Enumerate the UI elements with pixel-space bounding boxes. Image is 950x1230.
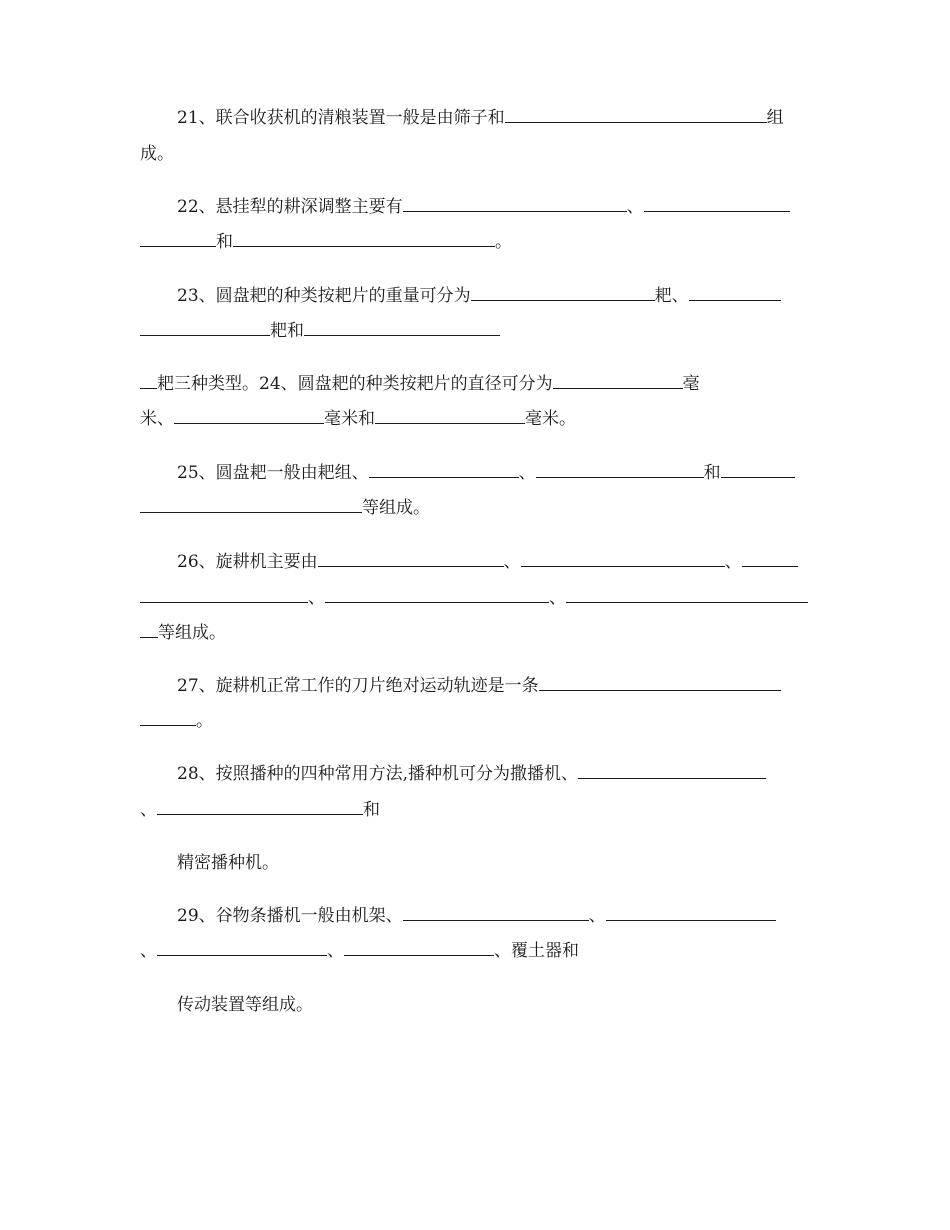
question-29-line-1 — [177, 905, 776, 927]
answer-blank — [403, 200, 627, 212]
answer-blank — [375, 412, 525, 424]
answer-blank — [140, 324, 270, 336]
question-24-text: 耙三种类型。24、圆盘耙的种类按耙片的直径可分为 — [157, 374, 553, 394]
answer-blank — [742, 555, 798, 567]
question-24-line-1 — [140, 373, 700, 395]
question-28-text: 、 — [140, 800, 157, 820]
answer-blank — [140, 714, 196, 726]
question-26-text: 、 — [549, 588, 566, 608]
answer-blank — [566, 591, 808, 603]
answer-blank — [157, 944, 327, 956]
question-27-line-2 — [140, 710, 213, 732]
answer-blank — [325, 591, 549, 603]
answer-blank — [140, 235, 216, 247]
question-21-text: 成。 — [140, 144, 174, 164]
answer-blank — [318, 555, 504, 567]
answer-blank — [689, 289, 781, 301]
question-24-line-2 — [140, 408, 576, 430]
question-23-text: 23、圆盘耙的种类按耙片的重量可分为 — [177, 286, 471, 306]
question-22-text: 。 — [495, 232, 512, 252]
question-22-line-1 — [177, 196, 790, 218]
answer-blank — [539, 679, 781, 691]
answer-blank — [140, 591, 308, 603]
question-22-text: 22、悬挂犁的耕深调整主要有 — [177, 197, 403, 217]
question-28-line-2 — [140, 799, 380, 821]
question-23-text: 耙、 — [654, 286, 689, 306]
question-21-text: 21、联合收获机的清粮装置一般是由筛子和 — [177, 108, 505, 128]
question-26-line-1 — [177, 551, 798, 573]
answer-blank — [140, 626, 158, 638]
question-26-line-2 — [140, 587, 808, 609]
question-24-text: 毫米。 — [525, 409, 576, 429]
question-28-line-1 — [177, 763, 766, 785]
question-25-line-2 — [140, 497, 430, 519]
answer-blank — [403, 909, 589, 921]
question-28-text: 28、按照播种的四种常用方法,播种机可分为撒播机、 — [177, 764, 579, 784]
question-27-text: 。 — [196, 711, 213, 731]
question-29-line-3 — [177, 994, 313, 1016]
question-24-text: 毫 — [682, 374, 700, 394]
answer-blank — [140, 501, 362, 513]
question-26-text: 、 — [308, 588, 325, 608]
question-28-text: 精密播种机。 — [177, 853, 279, 873]
answer-blank — [471, 289, 655, 301]
answer-blank — [606, 909, 776, 921]
answer-blank — [174, 412, 324, 424]
question-26-text: 26、旋耕机主要由 — [177, 552, 318, 572]
question-21-line-2 — [140, 143, 174, 165]
question-28-text: 和 — [363, 800, 380, 820]
question-23-line-1 — [177, 285, 781, 307]
question-25-text: 和 — [703, 463, 721, 483]
answer-blank — [536, 466, 704, 478]
question-29-text: 、 — [588, 906, 606, 926]
answer-blank — [233, 235, 495, 247]
question-29-text: 、覆土器和 — [494, 941, 579, 961]
question-24-text: 米、 — [140, 409, 174, 429]
answer-blank — [157, 803, 363, 815]
answer-blank — [369, 466, 519, 478]
answer-blank — [578, 767, 766, 779]
answer-blank — [553, 377, 683, 389]
answer-blank — [521, 555, 725, 567]
question-27-line-1 — [177, 675, 781, 697]
question-26-text: 等组成。 — [158, 623, 226, 643]
question-26-text: 、 — [724, 552, 742, 572]
question-29-text: 29、谷物条播机一般由机架、 — [177, 906, 403, 926]
question-25-line-1 — [177, 462, 795, 484]
answer-blank — [644, 200, 790, 212]
question-22-text: 、 — [626, 197, 644, 217]
question-29-text: 传动装置等组成。 — [177, 995, 313, 1015]
question-29-line-2 — [140, 940, 579, 962]
question-25-text: 25、圆盘耙一般由耙组、 — [177, 463, 369, 483]
question-21-line-1 — [177, 107, 784, 129]
question-26-line-3 — [140, 622, 226, 644]
question-24-text: 毫米和 — [324, 409, 375, 429]
question-25-text: 等组成。 — [362, 498, 430, 518]
question-22-text: 和 — [216, 232, 233, 252]
question-23-line-2 — [140, 320, 500, 342]
question-27-text: 27、旋耕机正常工作的刀片绝对运动轨迹是一条 — [177, 676, 539, 696]
answer-blank — [140, 377, 157, 389]
question-29-text: 、 — [327, 941, 344, 961]
question-22-line-2 — [140, 231, 512, 253]
answer-blank — [344, 944, 494, 956]
question-23-text: 耙和 — [270, 321, 304, 341]
question-28-line-3 — [177, 852, 279, 874]
answer-blank — [721, 466, 795, 478]
answer-blank — [505, 111, 767, 123]
question-25-text: 、 — [518, 463, 536, 483]
question-29-text: 、 — [140, 941, 157, 961]
answer-blank — [304, 324, 500, 336]
question-26-text: 、 — [503, 552, 521, 572]
question-21-text: 组 — [766, 108, 784, 128]
